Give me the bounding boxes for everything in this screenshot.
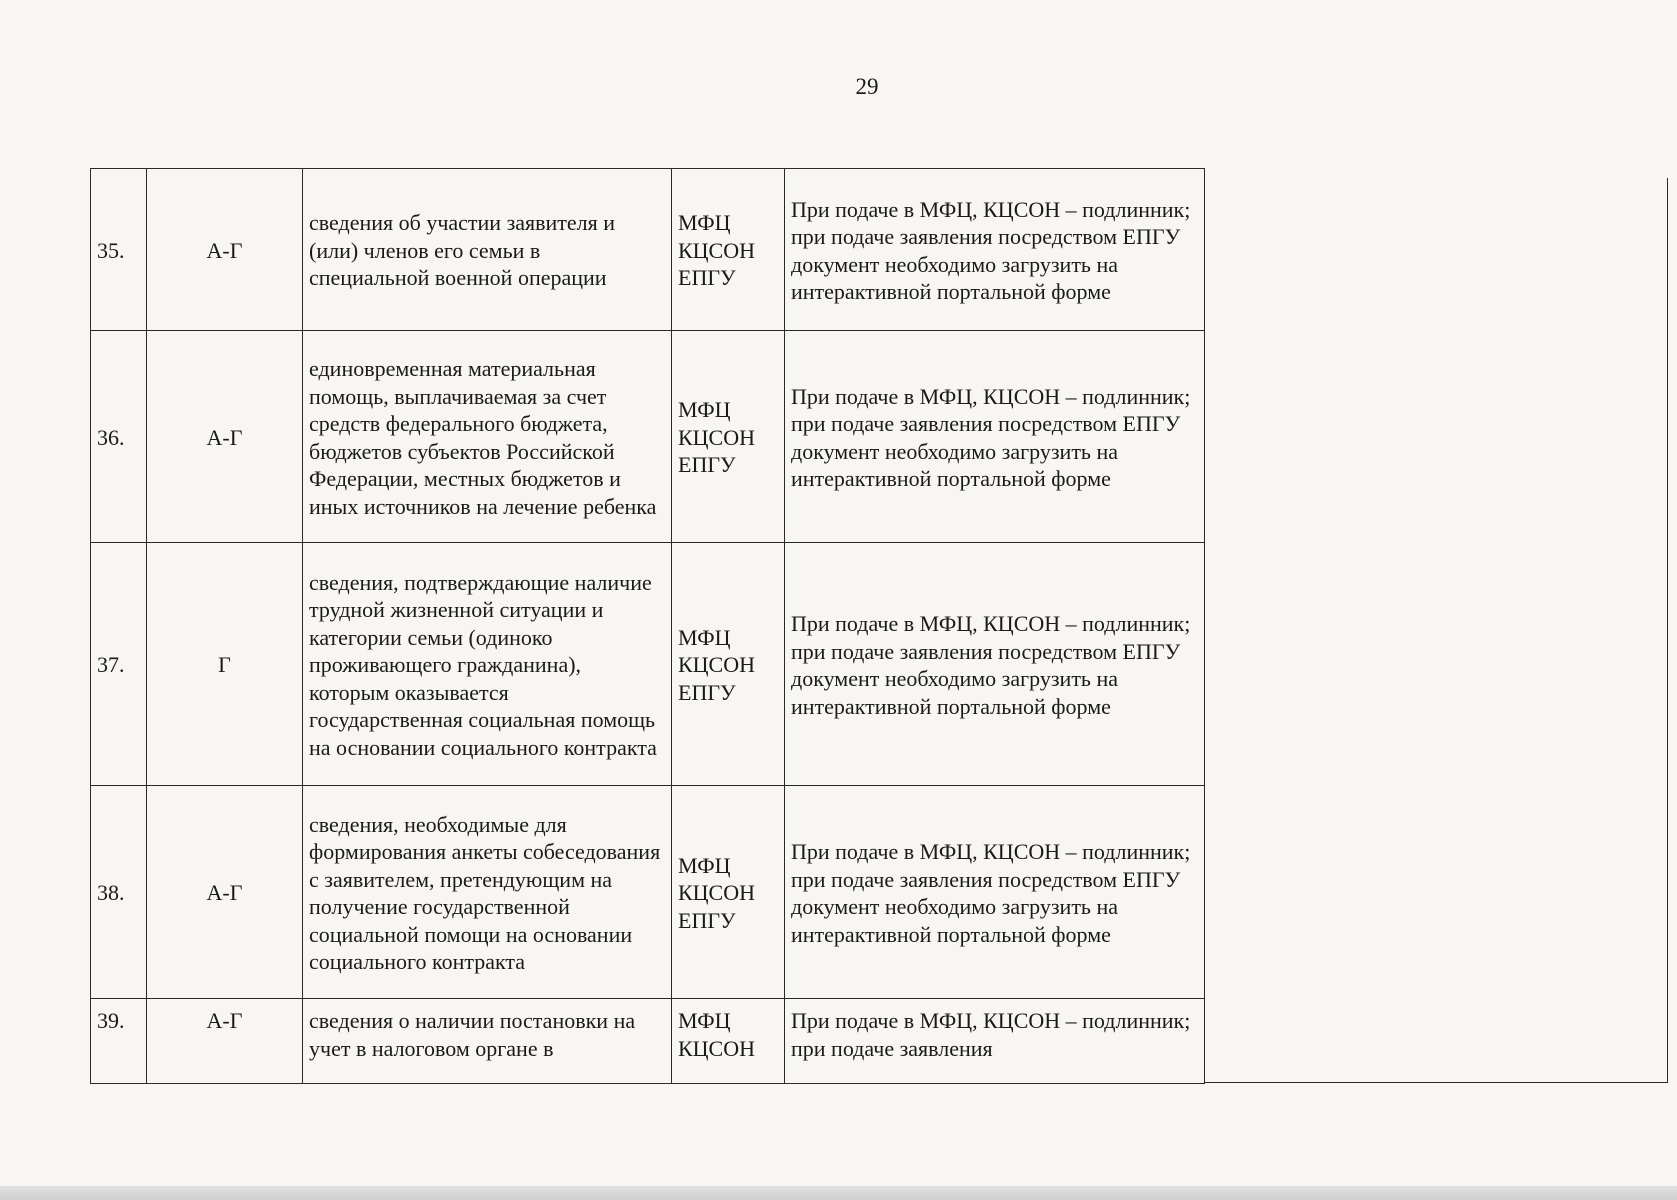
row-note: При подаче в МФЦ, КЦСОН – подлинник; при подаче заявления посредством ЕПГУ документ необходимо загрузить на интерактивной портальной форме [785,331,1205,543]
place-line: МФЦ [678,210,731,236]
row-submission-place [672,786,785,999]
row-category: А-Г [147,999,303,1084]
place-line: МФЦ [678,397,731,423]
place-line: МФЦ [678,1008,731,1033]
row-category: А-Г [147,169,303,331]
place-line: КЦСОН [678,652,756,678]
table-container [90,168,1580,1083]
table-row [91,331,1205,543]
row-number: 35. [91,169,147,331]
table-row [91,169,1205,331]
place-line: КЦСОН [678,1035,756,1061]
table-row [91,786,1205,999]
table-right-frame [1204,178,1668,1083]
row-document-name: сведения об участии заявителя и (или) членов его семьи в специальной военной операции [303,169,672,331]
documents-table [90,168,1205,1084]
row-number: 36. [91,331,147,543]
place-line: ЕПГУ [678,452,736,478]
row-submission-place [672,999,785,1084]
page-number: 29 [855,74,879,99]
row-document-name: единовременная материальная помощь, выплачиваемая за счет средств федерального бюджета, бюджетов субъектов Российской Федерации, местных бюджетов и иных источников на лечение ребенка [303,331,672,543]
place-line: ЕПГУ [678,907,736,933]
row-category: А-Г [147,786,303,999]
row-note: При подаче в МФЦ, КЦСОН – подлинник; при подаче заявления посредством ЕПГУ документ необходимо загрузить на интерактивной портальной форме [785,169,1205,331]
row-note: При подаче в МФЦ, КЦСОН – подлинник; при подаче заявления посредством ЕПГУ документ необходимо загрузить на интерактивной портальной форме [785,786,1205,999]
place-line: ЕПГУ [678,265,736,291]
row-category: Г [147,543,303,786]
row-note: При подаче в МФЦ, КЦСОН – подлинник; при подаче заявления посредством ЕПГУ документ необходимо загрузить на интерактивной портальной форме [785,543,1205,786]
row-category: А-Г [147,331,303,543]
row-number: 37. [91,543,147,786]
scan-edge [0,1186,1677,1200]
place-line: КЦСОН [678,424,756,450]
place-line: МФЦ [678,852,731,878]
row-number: 39. [91,999,147,1084]
row-note: При подаче в МФЦ, КЦСОН – подлинник; при подаче заявления [785,999,1205,1084]
place-line: ЕПГУ [678,679,736,705]
place-line: КЦСОН [678,880,756,906]
table-row [91,999,1205,1084]
row-document-name: сведения, необходимые для формирования анкеты собеседования с заявителем, претендующим на получение государственной социальной помощи на основании социального контракта [303,786,672,999]
row-number: 38. [91,786,147,999]
place-line: КЦСОН [678,237,756,263]
row-submission-place [672,543,785,786]
row-submission-place [672,331,785,543]
row-submission-place [672,169,785,331]
row-document-name: сведения, подтверждающие наличие трудной жизненной ситуации и категории семьи (одиноко проживающего гражданина), которым оказывается государственная социальная помощь на основании социального контракта [303,543,672,786]
place-line: МФЦ [678,624,731,650]
row-document-name: сведения о наличии постановки на учет в налоговом органе в [303,999,672,1084]
table-row [91,543,1205,786]
